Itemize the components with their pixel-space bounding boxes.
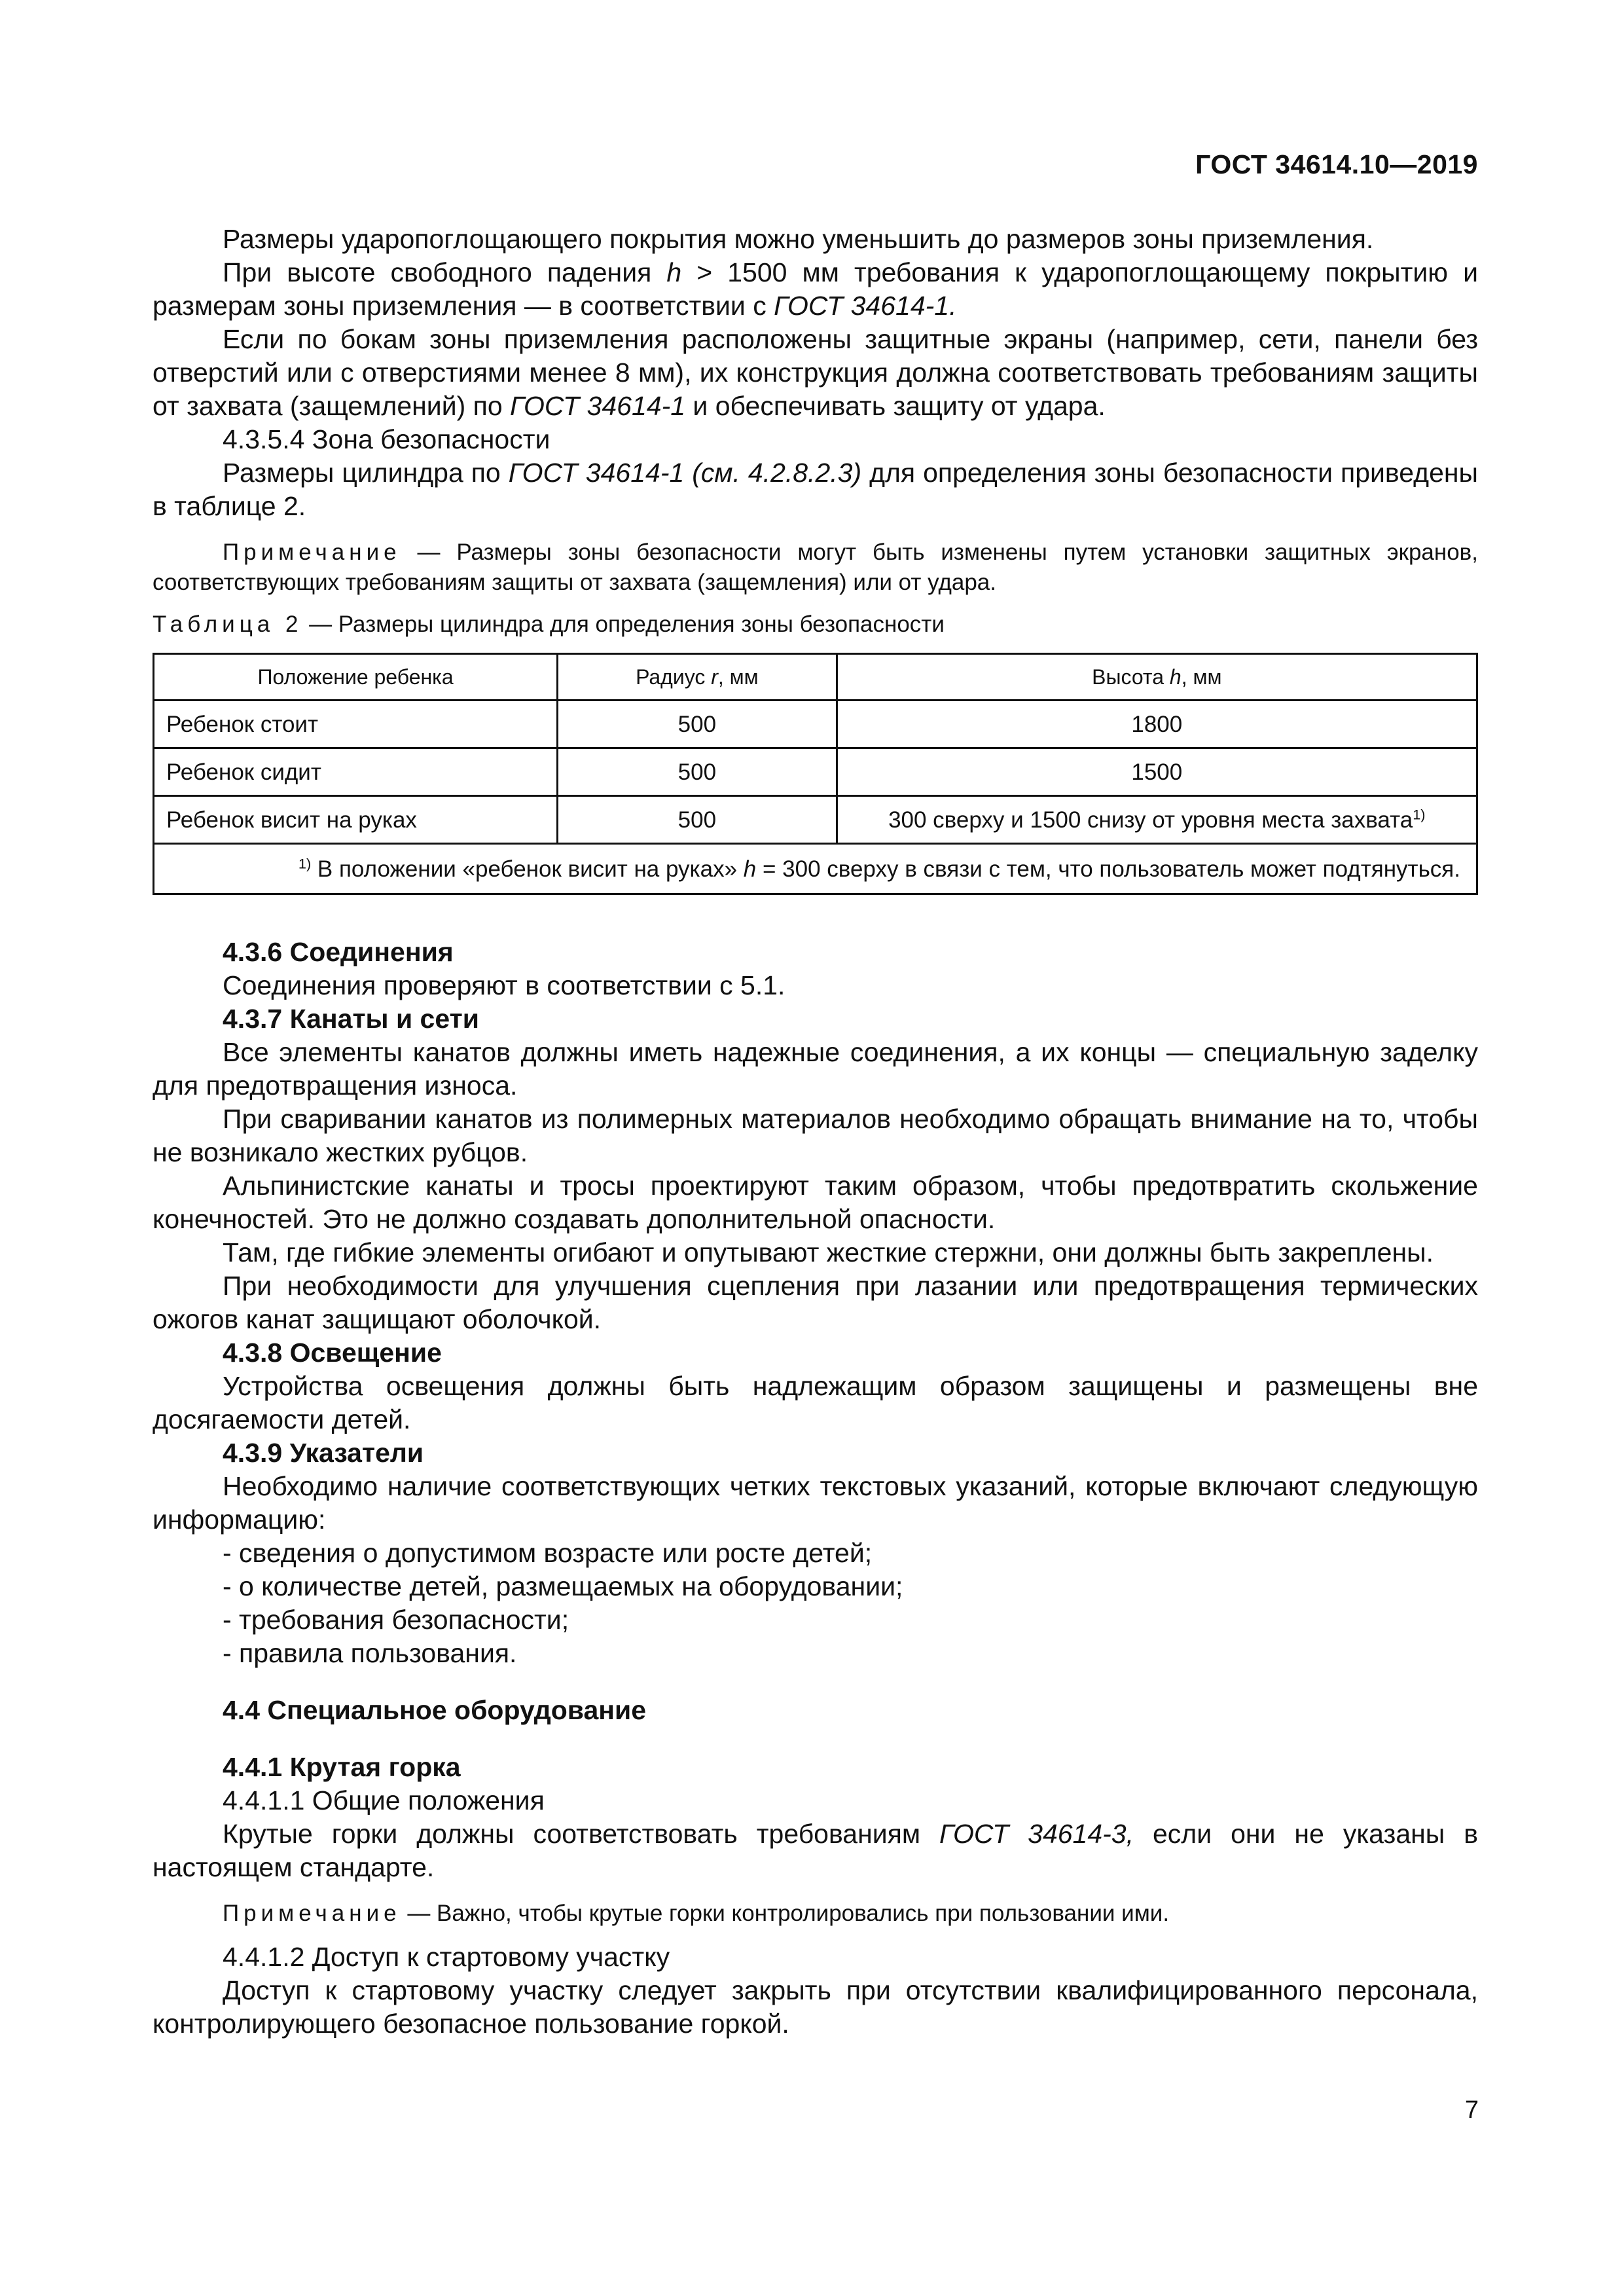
paragraph: Доступ к стартовому участку следует закрыть при отсутствии квалифицированного персонала, контролирующего безопасное пользование горкой.	[153, 1975, 1478, 2039]
cell-position: Ребенок сидит	[154, 748, 558, 796]
signage-list	[153, 1537, 1478, 1670]
paragraph: При высоте свободного падения h > 1500 мм требования к ударопоглощающему покрытию и размерам зоны приземления — в соответствии с ГОСТ 34614-1.	[153, 257, 1478, 321]
table-footnote-row	[154, 844, 1477, 894]
paragraph: Там, где гибкие элементы огибают и опутывают жесткие стержни, они должны быть закреплены.	[223, 1237, 1434, 1267]
cell-height: 1500	[837, 748, 1477, 796]
column-header-position: Положение ребенка	[154, 654, 558, 701]
cell-position: Ребенок висит на руках	[154, 796, 558, 844]
section-heading: 4.3.7 Канаты и сети	[223, 1004, 479, 1034]
footnote-marker: 1)	[1413, 805, 1426, 822]
paragraph: Все элементы канатов должны иметь надежные соединения, а их концы — специальную заделку для предотвращения износа.	[153, 1037, 1478, 1101]
section-heading: 4.4.1 Крутая горка	[223, 1752, 461, 1782]
paragraph: Необходимо наличие соответствующих четких текстовых указаний, которые включают следующую информацию:	[153, 1471, 1478, 1535]
section-heading: 4.3.6 Соединения	[223, 937, 454, 967]
list-item: - сведения о допустимом возрасте или росте детей;	[223, 1538, 873, 1568]
paragraph: Соединения проверяют в соответствии с 5.1.	[223, 970, 785, 1000]
table-caption: Таблица 2 — Размеры цилиндра для определения зоны безопасности	[153, 611, 945, 637]
cell-radius: 500	[558, 796, 837, 844]
cell-height: 300 сверху и 1500 снизу от уровня места захвата$^{1)}$	[837, 796, 1477, 844]
list-item: - требования безопасности;	[223, 1605, 569, 1635]
table-header-row	[154, 654, 1477, 701]
column-header-radius: Радиус r, мм	[558, 654, 837, 701]
section-heading: 4.3.8 Освещение	[223, 1338, 442, 1368]
list-item: - правила пользования.	[223, 1638, 517, 1668]
table-row	[154, 701, 1477, 748]
cell-height: 1800	[837, 701, 1477, 748]
paragraph: Если по бокам зоны приземления расположены защитные экраны (например, сети, панели без отверстий или с отверстиями менее 8 мм), их конструкция должна соответствовать требованиям защиты от захвата (защемлений) по ГОСТ 34614-1 и обеспечивать защиту от удара.	[153, 324, 1478, 421]
subsection-heading: 4.3.5.4 Зона безопасности	[223, 424, 550, 454]
section-heading: 4.4 Специальное оборудование	[223, 1695, 647, 1725]
paragraph: Устройства освещения должны быть надлежащим образом защищены и размещены вне досягаемости детей.	[153, 1371, 1478, 1434]
paragraph: При необходимости для улучшения сцепления при лазании или предотвращения термических ожогов канат защищают оболочкой.	[153, 1271, 1478, 1334]
column-header-height: Высота h, мм	[837, 654, 1477, 701]
subsection-heading: 4.4.1.2 Доступ к стартовому участку	[223, 1942, 670, 1972]
paragraph: Размеры ударопоглощающего покрытия можно уменьшить до размеров зоны приземления.	[223, 224, 1374, 254]
table-row	[154, 748, 1477, 796]
standard-code: ГОСТ 34614.10—2019	[1195, 149, 1478, 179]
cell-radius: 500	[558, 748, 837, 796]
subsection-heading: 4.4.1.1 Общие положения	[223, 1785, 545, 1815]
note: Примечание — Важно, чтобы крутые горки контролировались при пользовании ими.	[223, 1901, 1170, 1926]
note: Примечание — Размеры зоны безопасности могут быть изменены путем установки защитных экранов, соответствующих требованиям защиты от захвата (защемления) или от удара.	[153, 539, 1478, 595]
list-item: - о количестве детей, размещаемых на оборудовании;	[223, 1571, 903, 1601]
table-row	[154, 796, 1477, 844]
safety-zone-table	[153, 653, 1478, 895]
paragraph: При сваривании канатов из полимерных материалов необходимо обращать внимание на то, чтобы не возникало жестких рубцов.	[153, 1104, 1478, 1167]
paragraph: Альпинистские канаты и тросы проектируют таким образом, чтобы предотвратить скольжение конечностей. Это не должно создавать дополнительной опасности.	[153, 1171, 1478, 1234]
paragraph: Размеры цилиндра по ГОСТ 34614-1 (см. 4.2.8.2.3) для определения зоны безопасности приведены в таблице 2.	[153, 458, 1478, 521]
paragraph: Крутые горки должны соответствовать требованиям ГОСТ 34614-3, если они не указаны в настоящем стандарте.	[153, 1819, 1479, 1882]
table-footnote: $^{1)}$ В положении «ребенок висит на руках» h = 300 сверху в связи с тем, что пользователь может подтянуться.	[154, 844, 1477, 894]
page-content	[153, 223, 1478, 2041]
cell-radius: 500	[558, 701, 837, 748]
section-heading: 4.3.9 Указатели	[223, 1438, 424, 1468]
cell-position: Ребенок стоит	[154, 701, 558, 748]
page-number: 7	[1464, 2096, 1479, 2124]
